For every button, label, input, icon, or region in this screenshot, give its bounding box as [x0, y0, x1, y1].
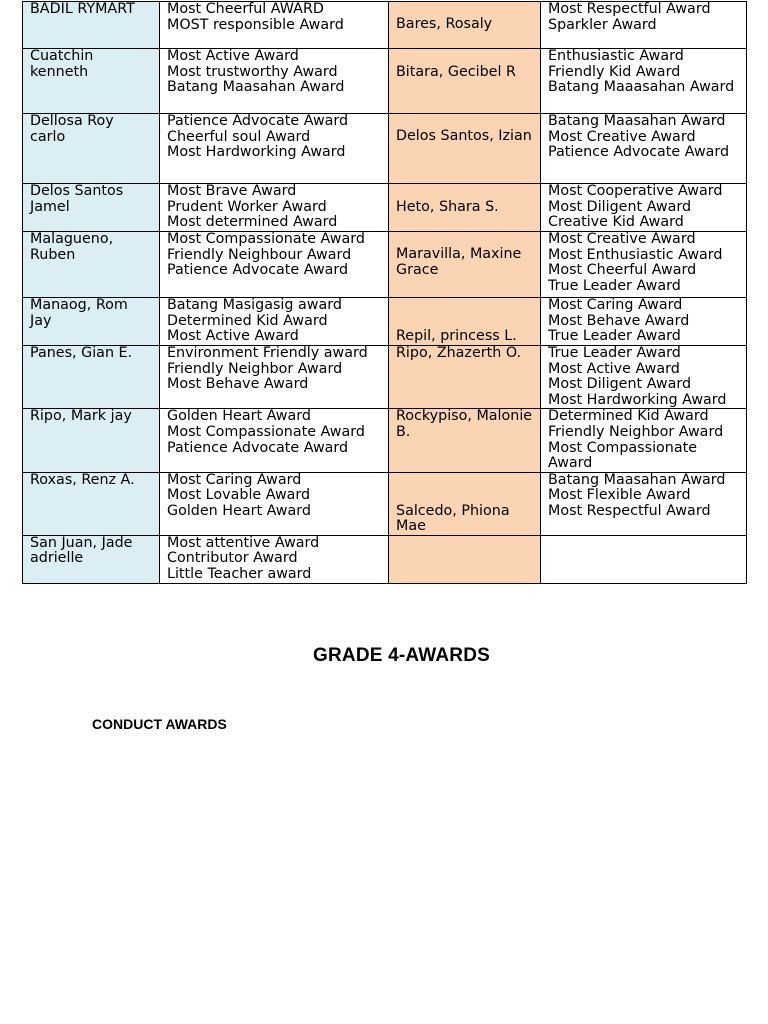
student-name-text: Delos Santos, Izian	[396, 128, 532, 144]
award-item: Award	[548, 455, 593, 472]
award-item: Most Cooperative Award	[548, 183, 723, 199]
student-name-cell: Delos Santos Jamel	[23, 184, 160, 232]
student-name-cell: Rockypiso, Malonie B.	[389, 409, 541, 472]
student-name-cell: Roxas, Renz A.	[23, 472, 160, 535]
student-name-cell: Repil, princess L.	[389, 298, 541, 346]
award-item: Most Lovable Award	[167, 487, 311, 504]
award-item: Determined Kid Award	[167, 312, 328, 329]
student-name-cell: Salcedo, Phiona Mae	[389, 472, 541, 535]
award-item: Patience Advocate Award	[167, 439, 349, 456]
awards-cell	[541, 298, 747, 346]
award-item: Batang Maasahan Award	[548, 472, 726, 488]
award-item: Cheerful soul Award	[167, 128, 311, 145]
award-item: True Leader Award	[548, 328, 681, 345]
award-item: Most Active Award	[548, 360, 680, 377]
awards-cell	[541, 346, 747, 409]
section-heading: CONDUCT AWARDS	[92, 716, 227, 732]
award-item: Most Brave Award	[167, 183, 297, 199]
awards-cell	[541, 49, 747, 114]
award-item: Friendly Neighbor Award	[548, 423, 724, 440]
award-item: Batang Maaasahan Award	[548, 79, 735, 96]
student-name-text: Maravilla, Maxine Grace	[396, 246, 522, 278]
award-item: Most Cheerful Award	[548, 262, 697, 279]
awards-cell	[541, 535, 747, 583]
award-item: Friendly Neighbor Award	[167, 360, 343, 377]
student-name-cell	[389, 232, 541, 298]
award-item: MOST responsible Award	[167, 16, 344, 33]
awards-cell	[541, 232, 747, 298]
student-name-cell: Malagueno, Ruben	[23, 232, 160, 298]
award-item: Most Cheerful AWARD	[167, 1, 324, 17]
awards-cell	[160, 472, 389, 535]
award-item: Sparkler Award	[548, 16, 657, 33]
student-name-cell: Bares, Rosaly	[389, 2, 541, 49]
award-item: Most Behave Award	[548, 312, 690, 329]
award-item: Most Creative Award	[548, 231, 696, 247]
award-item: Contributor Award	[167, 550, 298, 567]
award-item: Most Caring Award	[548, 297, 683, 313]
table-row	[23, 114, 747, 184]
award-item: Most Behave Award	[167, 376, 309, 393]
student-name-cell	[389, 114, 541, 184]
award-item: Most Caring Award	[167, 472, 302, 488]
page-title: GRADE 4-AWARDS	[313, 645, 490, 666]
award-item: Most Creative Award	[548, 128, 696, 145]
student-name-cell: San Juan, Jade adrielle	[23, 535, 160, 583]
student-name-cell: Cuatchin kenneth	[23, 49, 160, 114]
award-item: Friendly Kid Award	[548, 63, 681, 80]
award-item: Prudent Worker Award	[167, 198, 327, 215]
award-item: Most Compassionate Award	[167, 231, 365, 247]
award-item: Most attentive Award	[167, 535, 320, 551]
student-name-cell: BADIL RYMART	[23, 2, 160, 49]
awards-cell	[160, 535, 389, 583]
award-item: Determined Kid Award	[548, 408, 709, 425]
student-name-cell: Panes, Gian E.	[23, 346, 160, 409]
award-item: Environment Friendly award	[167, 345, 368, 361]
award-item: Most determined Award	[167, 214, 338, 231]
award-item: Friendly Neighbour Award	[167, 246, 352, 263]
award-item: Most Diligent Award	[548, 376, 692, 393]
table-row	[23, 472, 747, 535]
awards-table	[22, 1, 747, 584]
student-name-cell	[389, 49, 541, 114]
awards-cell	[160, 232, 389, 298]
award-item: Most Compassionate Award	[167, 423, 365, 440]
student-name-cell	[389, 184, 541, 232]
student-name-cell	[389, 535, 541, 583]
award-item: Golden Heart Award	[167, 408, 311, 425]
table-row	[23, 232, 747, 298]
table-row	[23, 409, 747, 472]
award-item: Most Compassionate	[548, 439, 698, 456]
award-item: Patience Advocate Award	[548, 144, 730, 161]
award-item: Most Hardworking Award	[548, 391, 727, 408]
award-item: Batang Maasahan Award	[167, 79, 345, 96]
awards-cell	[541, 2, 747, 49]
table-row	[23, 49, 747, 114]
awards-cell	[160, 346, 389, 409]
awards-cell	[541, 114, 747, 184]
table-row	[23, 535, 747, 583]
award-item: Enthusiastic Award	[548, 48, 684, 64]
table-row	[23, 2, 747, 49]
awards-cell	[160, 298, 389, 346]
student-name-text: Heto, Shara S.	[396, 199, 499, 215]
award-item: Most Respectful Award	[548, 1, 711, 17]
award-item: Batang Masigasig award	[167, 297, 342, 313]
award-item: Golden Heart Award	[167, 502, 311, 519]
award-item: Patience Advocate Award	[167, 262, 349, 279]
award-item: Creative Kid Award	[548, 214, 684, 231]
student-name-cell: Ripo, Zhazerth O.	[389, 346, 541, 409]
table-row	[23, 346, 747, 409]
award-item: Most Enthusiastic Award	[548, 246, 723, 263]
awards-cell	[541, 409, 747, 472]
award-item: Most Active Award	[167, 328, 299, 345]
student-name-cell: Dellosa Roy carlo	[23, 114, 160, 184]
award-item: Most Flexible Award	[548, 487, 691, 504]
award-item: Most Respectful Award	[548, 502, 711, 519]
award-item: Most Diligent Award	[548, 198, 692, 215]
award-item: Most Hardworking Award	[167, 144, 346, 161]
student-name-cell: Manaog, Rom Jay	[23, 298, 160, 346]
award-item: Patience Advocate Award	[167, 113, 349, 129]
award-item: True Leader Award	[548, 277, 681, 294]
student-name-cell: Ripo, Mark jay	[23, 409, 160, 472]
award-item: True Leader Award	[548, 345, 681, 361]
award-item: Batang Maasahan Award	[548, 113, 726, 129]
table-row	[23, 298, 747, 346]
awards-cell	[160, 2, 389, 49]
award-item: Most Active Award	[167, 48, 299, 64]
awards-cell	[160, 184, 389, 232]
awards-cell	[541, 472, 747, 535]
table-row	[23, 184, 747, 232]
student-name-text: Bitara, Gecibel R	[396, 64, 516, 80]
awards-cell	[160, 409, 389, 472]
award-item: Most trustworthy Award	[167, 63, 338, 80]
awards-cell	[160, 114, 389, 184]
award-item: Little Teacher award	[167, 565, 312, 582]
awards-cell	[541, 184, 747, 232]
awards-cell	[160, 49, 389, 114]
